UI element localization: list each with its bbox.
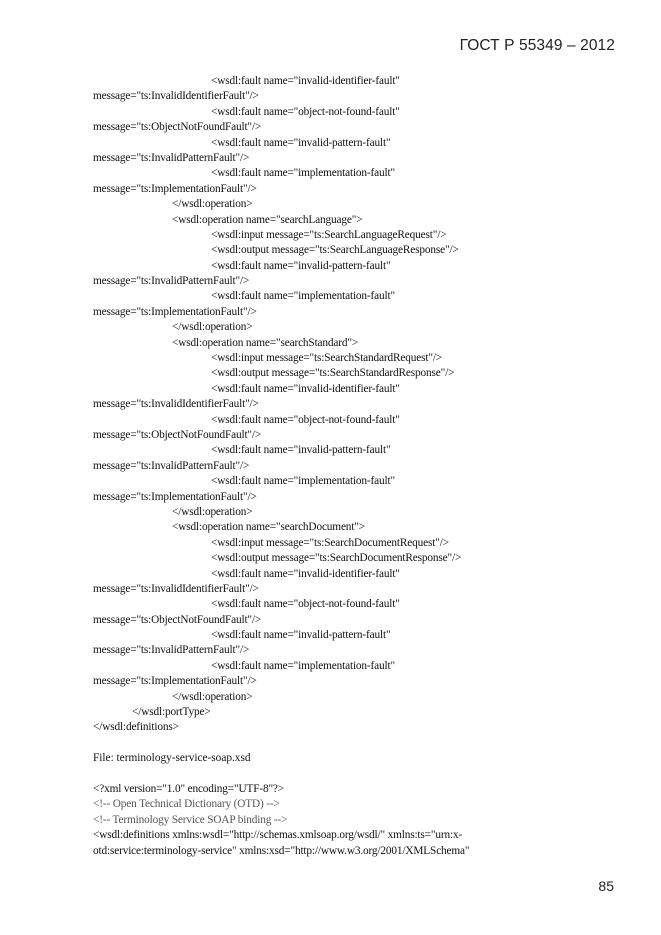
code-line: </wsdl:operation> xyxy=(172,321,253,334)
code-line: message="ts:InvalidPatternFault"/> xyxy=(93,644,250,657)
code-line: </wsdl:portType> xyxy=(132,706,211,719)
code-line: <wsdl:fault name="invalid-pattern-fault" xyxy=(211,259,391,272)
code-line: otd:service:terminology-service" xmlns:xsd="http://www.w3.org/2001/XMLSchema" xyxy=(93,844,470,857)
code-line: <wsdl:fault name="invalid-identifier-fault" xyxy=(211,75,400,87)
file-label: File: terminology-service-soap.xsd xyxy=(93,752,251,765)
page-number: 85 xyxy=(598,878,614,894)
code-line: </wsdl:operation> xyxy=(172,198,253,211)
code-line: message="ts:ObjectNotFoundFault"/> xyxy=(93,121,262,134)
code-line: message="ts:InvalidIdentifierFault"/> xyxy=(93,90,259,103)
code-line: <wsdl:fault name="invalid-pattern-fault" xyxy=(211,444,391,457)
code-line: </wsdl:definitions> xyxy=(93,721,179,734)
code-comment-line: <!-- Terminology Service SOAP binding --> xyxy=(93,813,288,826)
code-line: <wsdl:fault name="implementation-fault" xyxy=(211,475,395,488)
code-line: message="ts:ObjectNotFoundFault"/> xyxy=(93,613,262,626)
code-line: message="ts:InvalidPatternFault"/> xyxy=(93,151,250,164)
code-line: <wsdl:definitions xmlns:wsdl="http://schemas.xmlsoap.org/wsdl/" xmlns:ts="urn:x- xyxy=(93,829,463,842)
code-line: <wsdl:fault name="invalid-pattern-fault" xyxy=(211,136,391,149)
spacer xyxy=(93,767,623,782)
spacer xyxy=(93,736,623,751)
code-line: <wsdl:input message="ts:SearchLanguageRequest"/> xyxy=(211,228,447,241)
code-line: <wsdl:fault name="invalid-pattern-fault" xyxy=(211,629,391,642)
code-line: <wsdl:fault name="invalid-identifier-fault" xyxy=(211,567,400,580)
code-line: <wsdl:operation name="searchLanguage"> xyxy=(172,213,363,226)
document-body xyxy=(93,74,623,859)
code-line: <wsdl:operation name="searchStandard"> xyxy=(172,336,359,349)
code-line: <wsdl:input message="ts:SearchStandardRequest"/> xyxy=(211,352,443,365)
code-line: message="ts:InvalidPatternFault"/> xyxy=(93,275,250,288)
code-line: <wsdl:operation name="searchDocument"> xyxy=(172,521,365,534)
code-line: <wsdl:output message="ts:SearchStandardResponse"/> xyxy=(211,367,455,380)
code-line: <wsdl:fault name="object-not-found-fault" xyxy=(211,598,400,611)
code-line: message="ts:ImplementationFault"/> xyxy=(93,305,257,318)
code-line: message="ts:ImplementationFault"/> xyxy=(93,182,257,195)
code-line: message="ts:ObjectNotFoundFault"/> xyxy=(93,428,262,441)
code-line: <wsdl:fault name="implementation-fault" xyxy=(211,659,395,672)
code-line: <wsdl:fault name="invalid-identifier-fault" xyxy=(211,382,400,395)
code-line: message="ts:ImplementationFault"/> xyxy=(93,490,257,503)
code-line: <wsdl:fault name="object-not-found-fault" xyxy=(211,413,400,426)
code-line: <wsdl:input message="ts:SearchDocumentRequest"/> xyxy=(211,536,449,549)
code-line: <wsdl:output message="ts:SearchLanguageResponse"/> xyxy=(211,244,459,257)
code-line: message="ts:ImplementationFault"/> xyxy=(93,675,257,688)
page-header-standard: ГОСТ Р 55349 – 2012 xyxy=(459,37,615,54)
code-line: message="ts:InvalidIdentifierFault"/> xyxy=(93,398,259,411)
code-line: message="ts:InvalidIdentifierFault"/> xyxy=(93,582,259,595)
code-line: </wsdl:operation> xyxy=(172,505,253,518)
code-comment-line: <!-- Open Technical Dictionary (OTD) --> xyxy=(93,798,280,811)
code-line: <wsdl:output message="ts:SearchDocumentResponse"/> xyxy=(211,552,462,565)
code-line: <wsdl:fault name="implementation-fault" xyxy=(211,290,395,303)
code-line: message="ts:InvalidPatternFault"/> xyxy=(93,459,250,472)
code-line: <?xml version="1.0" encoding="UTF-8"?> xyxy=(93,782,285,795)
code-line: <wsdl:fault name="implementation-fault" xyxy=(211,167,395,180)
code-line: <wsdl:fault name="object-not-found-fault" xyxy=(211,105,400,118)
code-line: </wsdl:operation> xyxy=(172,690,253,703)
